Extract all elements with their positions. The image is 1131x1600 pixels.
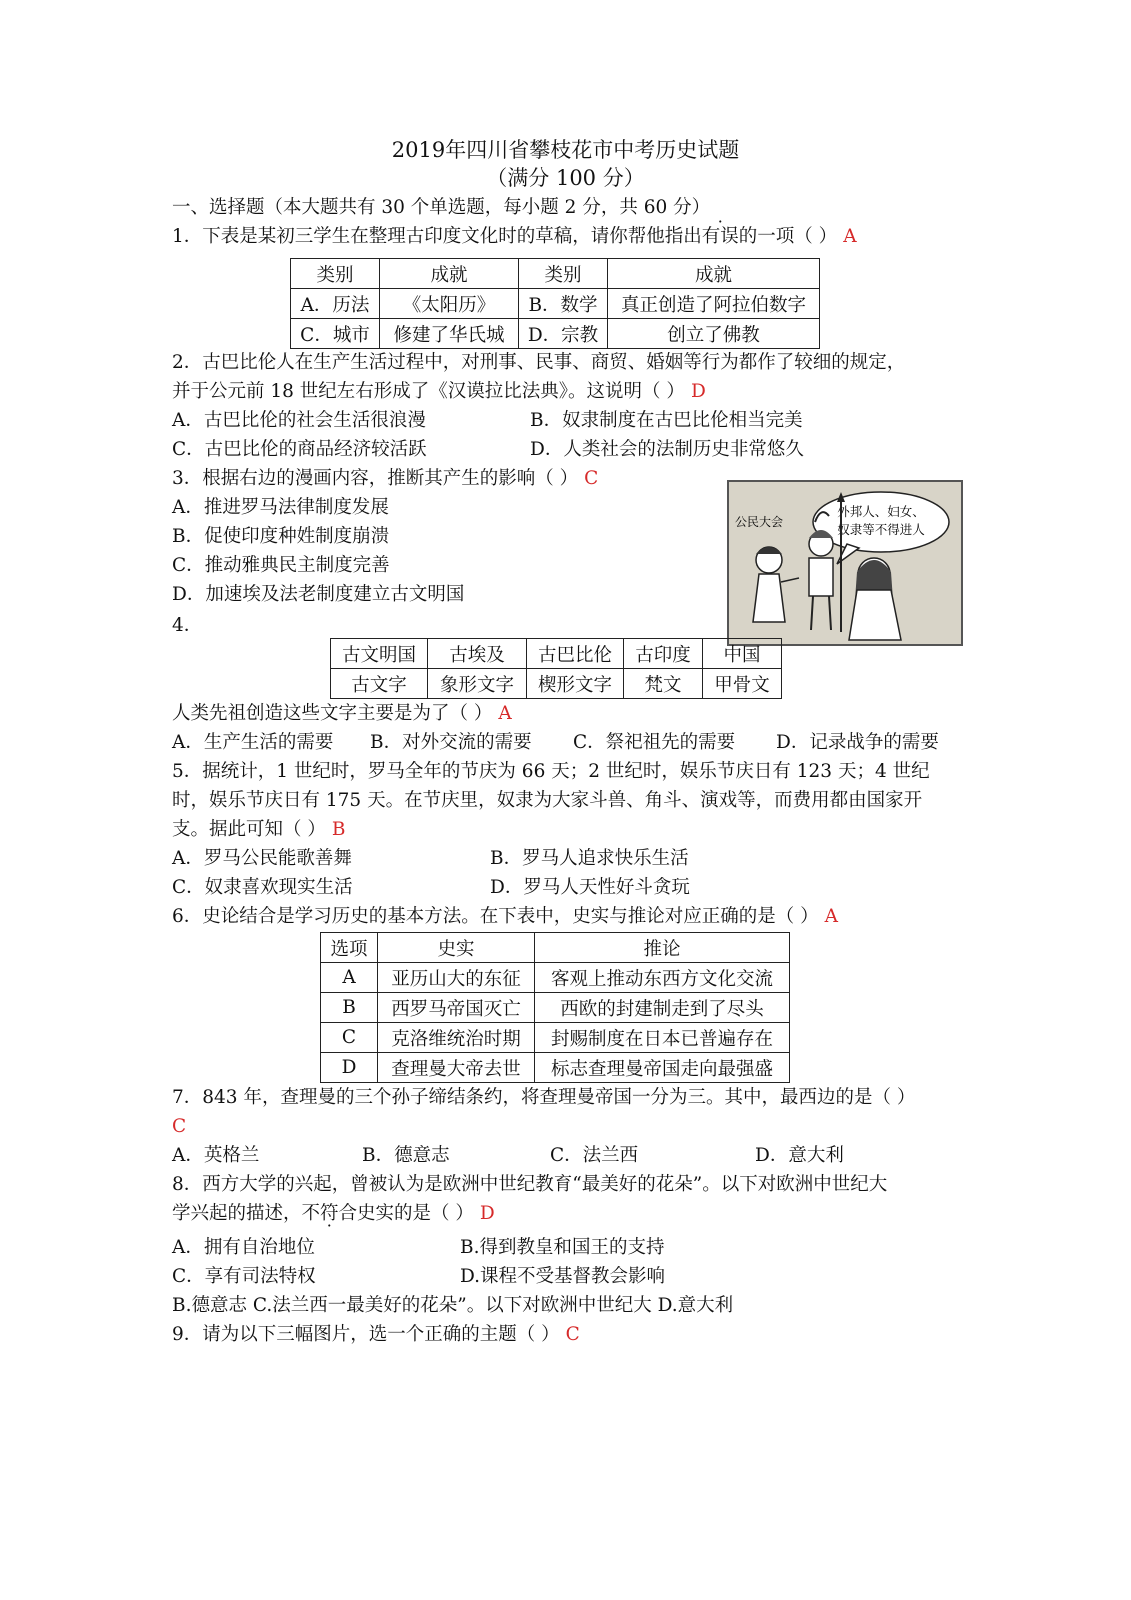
question-3-option-c: C．推动雅典民主制度完善 [172, 555, 390, 576]
question-6-table [320, 932, 790, 1083]
question-7-option-d: D．意大利 [755, 1145, 844, 1166]
question-5-option-b: B．罗马人追求快乐生活 [490, 848, 689, 869]
table-cell: A [321, 963, 378, 993]
emphasis-text: 不符合 [301, 1203, 358, 1224]
table-cell: 古巴比伦 [527, 639, 624, 669]
question-3-option-d: D．加速埃及法老制度建立古文明国 [172, 584, 465, 605]
question-2-option-c: C．古巴比伦的商品经济较活跃 [172, 439, 427, 460]
question-5-option-c: C．奴隶喜欢现实生活 [172, 877, 353, 898]
question-8-option-c: C．享有司法特权 [172, 1266, 316, 1287]
table-cell: 创立了佛教 [608, 319, 820, 349]
question-1-table [290, 258, 820, 349]
table-cell: 亚历山大的东征 [378, 963, 535, 993]
exam-title: 2019年四川省攀枝花市中考历史试题 [391, 138, 740, 162]
table-cell: 标志查理曼帝国走向最强盛 [535, 1053, 790, 1083]
table-cell: D [321, 1053, 378, 1083]
question-2-line-1: 2．古巴比伦人在生产生活过程中，对刑事、民事、商贸、婚姻等行为都作了较细的规定， [172, 352, 906, 373]
question-2-line-2: 并于公元前 18 世纪左右形成了《汉谟拉比法典》。这说明（ ） D [172, 381, 706, 402]
cartoon-bubble-text-1: 外邦人、妇女、 [837, 504, 925, 519]
question-8-option-d: D.课程不受基督教会影响 [460, 1266, 666, 1287]
table-cell: 甲骨文 [703, 669, 782, 699]
table-cell: 古文字 [331, 669, 428, 699]
question-7-answer-line [172, 1115, 186, 1139]
table-cell: 梵文 [624, 669, 703, 699]
table-cell: 克洛维统治时期 [378, 1023, 535, 1053]
question-5-line-3: 支。据此可知（ ） B [172, 819, 346, 840]
question-3-option-b: B．促使印度种姓制度崩溃 [172, 526, 390, 547]
question-3-stem: 3．根据右边的漫画内容，推断其产生的影响（ ） C [172, 468, 599, 489]
question-7-option-c: C．法兰西 [550, 1145, 639, 1166]
question-8-option-a: A．拥有自治地位 [172, 1237, 315, 1258]
question-2-option-a: A．古巴比伦的社会生活很浪漫 [172, 410, 426, 431]
question-5-line-2: 时，娱乐节庆日有 175 天。在节庆里，奴隶为大家斗兽、角斗、演戏等，而费用都由国家开 [172, 790, 923, 811]
question-4-option-d: D．记录战争的需要 [776, 732, 939, 753]
table-header: 推论 [535, 933, 790, 963]
question-4-stem: 人类先祖创造这些文字主要是为了（ ） A [172, 703, 512, 724]
cartoon-bubble-text-2: 奴隶等不得进人 [837, 522, 925, 537]
cartoon-drawing [729, 482, 961, 644]
question-5-option-d: D．罗马人天性好斗贪玩 [490, 877, 690, 898]
question-4-option-c: C．祭祀祖先的需要 [573, 732, 736, 753]
answer-mark: C [565, 1324, 580, 1345]
question-3-option-a: A．推进罗马法律制度发展 [172, 497, 389, 518]
question-2-option-d: D．人类社会的法制历史非常悠久 [530, 439, 804, 460]
answer-mark: D [479, 1203, 495, 1224]
question-4-option-b: B．对外交流的需要 [370, 732, 532, 753]
table-cell: 客观上推动东西方文化交流 [535, 963, 790, 993]
question-2-option-b: B．奴隶制度在古巴比伦相当完美 [530, 410, 803, 431]
table-cell: 西欧的封建制走到了尽头 [535, 993, 790, 1023]
question-7-stem: 7．843 年，查理曼的三个孙子缔结条约，将查理曼帝国一分为三。其中，最西边的是（ ） [172, 1087, 916, 1108]
answer-mark: A [824, 906, 839, 927]
question-4-number: 4． [172, 615, 203, 636]
table-cell: C [321, 1023, 378, 1053]
table-cell: 古文明国 [331, 639, 428, 669]
answer-mark: C [584, 468, 599, 489]
table-cell: C．城市 [291, 319, 380, 349]
question-7-option-b: B．德意志 [362, 1145, 450, 1166]
exam-subtitle: （满分 100 分） [486, 166, 645, 190]
cartoon-label: 公民大会 [735, 515, 784, 529]
table-cell: B [321, 993, 378, 1023]
table-cell: 真正创造了阿拉伯数字 [608, 289, 820, 319]
cartoon-image [727, 480, 963, 646]
table-cell: 古埃及 [428, 639, 527, 669]
table-cell: 楔形文字 [527, 669, 624, 699]
question-6-stem: 6．史论结合是学习历史的基本方法。在下表中，史实与推论对应正确的是（ ） A [172, 906, 839, 927]
question-5-line-1: 5．据统计，1 世纪时，罗马全年的节庆为 66 天；2 世纪时，娱乐节庆日有 123 天；4 世纪 [172, 761, 930, 782]
emphasis-text: 有误 [701, 226, 739, 247]
table-cell: 封赐制度在日本已普遍存在 [535, 1023, 790, 1053]
question-9-stem: 9．请为以下三幅图片，选一个正确的主题（ ） C [172, 1324, 580, 1345]
table-cell: 修建了华氏城 [380, 319, 519, 349]
table-cell: 西罗马帝国灭亡 [378, 993, 535, 1023]
table-header: 史实 [378, 933, 535, 963]
table-cell: 象形文字 [428, 669, 527, 699]
question-5-option-a: A．罗马公民能歌善舞 [172, 848, 352, 869]
table-cell: 《太阳历》 [380, 289, 519, 319]
table-cell: 中国 [703, 639, 782, 669]
table-cell: A．历法 [291, 289, 380, 319]
table-cell: B．数学 [519, 289, 608, 319]
table-header: 成就 [608, 259, 820, 289]
question-8-line-1: 8．西方大学的兴起，曾被认为是欧洲中世纪教育“最美好的花朵”。以下对欧洲中世纪大 [172, 1174, 888, 1195]
table-cell: 查理曼大帝去世 [378, 1053, 535, 1083]
section-heading: 一、选择题（本大题共有 30 个单选题，每小题 2 分，共 60 分） [172, 197, 711, 218]
answer-mark: C [172, 1116, 187, 1137]
table-header: 成就 [380, 259, 519, 289]
question-4-table [330, 638, 782, 699]
answer-mark: A [843, 226, 857, 247]
table-cell: D．宗教 [519, 319, 608, 349]
table-header: 类别 [519, 259, 608, 289]
answer-mark: D [690, 381, 706, 402]
answer-mark: B [331, 819, 346, 840]
table-cell: 古印度 [624, 639, 703, 669]
answer-mark: A [498, 703, 512, 724]
question-4-option-a: A．生产生活的需要 [172, 732, 334, 753]
question-8-line-2: 学兴起的描述，不符合史实的是（ ） D [172, 1203, 495, 1224]
question-8-option-b: B.得到教皇和国王的支持 [460, 1237, 665, 1258]
question-8-stray-line: B.德意志 C.法兰西一最美好的花朵”。以下对欧洲中世纪大 D.意大利 [172, 1295, 734, 1316]
question-1-stem: 1．下表是某初三学生在整理古印度文化时的草稿，请你帮他指出有误的一项（ ） A [172, 226, 857, 247]
table-header: 类别 [291, 259, 380, 289]
table-header: 选项 [321, 933, 378, 963]
question-7-option-a: A．英格兰 [172, 1145, 260, 1166]
